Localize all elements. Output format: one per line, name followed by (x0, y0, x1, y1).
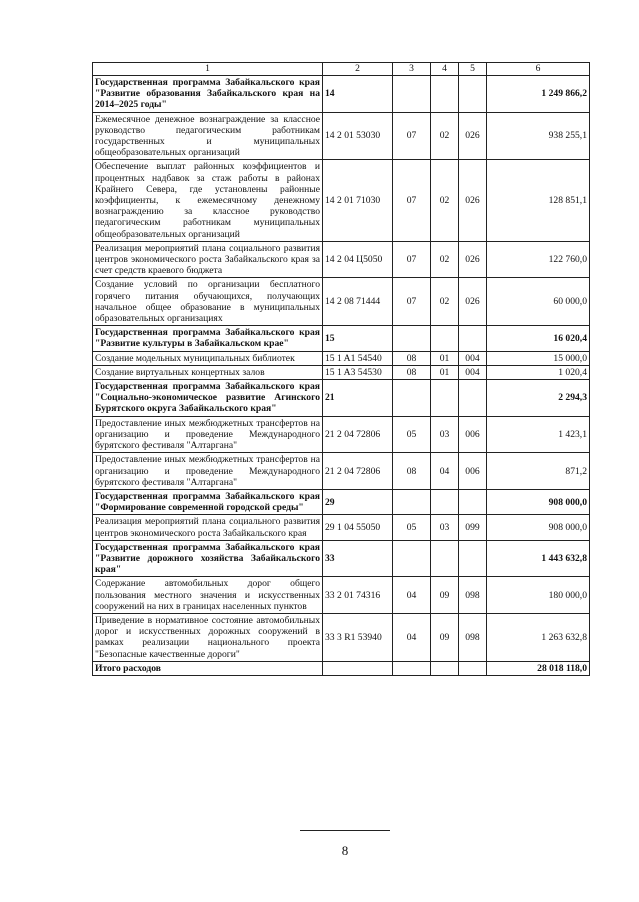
row-code: 29 1 04 55050 (323, 515, 393, 540)
row-code: 21 (323, 380, 393, 417)
row-name: Предоставление иных межбюджетных трансфертов на организацию и проведение Международного бурятского фестиваля "Алтаргана" (93, 453, 323, 490)
row-name: Государственная программа Забайкальского края "Развитие культуры в Забайкальском крае" (93, 326, 323, 351)
row-code: 29 (323, 489, 393, 514)
table-header-row (93, 63, 590, 76)
row-expense-type: 026 (459, 278, 487, 326)
page-number-rule (300, 830, 390, 831)
row-expense-type (459, 489, 487, 514)
row-expense-type: 006 (459, 453, 487, 490)
row-section (393, 380, 431, 417)
total-label: Итого расходов (93, 661, 323, 675)
item-row (93, 241, 590, 278)
row-expense-type: 006 (459, 416, 487, 453)
row-code: 33 (323, 540, 393, 577)
row-code: 14 (323, 76, 393, 113)
row-expense-type (459, 380, 487, 417)
row-name: Обеспечение выплат районных коэффициентов и процентных надбавок за стаж работы в районах Крайнего Севера, где установлены районные коэффициенты, к ежемесячному денежному вознаграждению за классное руководство педагогическим работникам муниципальных общеобразовательных организаций (93, 160, 323, 241)
row-expense-type: 004 (459, 351, 487, 365)
row-code: 33 3 R1 53940 (323, 613, 393, 661)
row-expense-type: 026 (459, 241, 487, 278)
row-subsection: 02 (431, 160, 459, 241)
row-amount: 871,2 (487, 453, 590, 490)
row-name: Создание условий по организации бесплатного горячего питания обучающихся, получающих начальное общее образование в муниципальных образовательных организациях (93, 278, 323, 326)
row-code: 14 2 04 Ц5050 (323, 241, 393, 278)
item-row (93, 160, 590, 241)
row-code: 21 2 04 72806 (323, 453, 393, 490)
row-subsection: 01 (431, 365, 459, 379)
row-section: 07 (393, 278, 431, 326)
row-amount: 122 760,0 (487, 241, 590, 278)
row-code: 33 2 01 74316 (323, 577, 393, 614)
column-header: 4 (431, 63, 459, 76)
row-section: 05 (393, 515, 431, 540)
row-subsection (431, 76, 459, 113)
row-subsection: 09 (431, 613, 459, 661)
column-header: 5 (459, 63, 487, 76)
row-amount: 1 443 632,8 (487, 540, 590, 577)
row-code: 21 2 04 72806 (323, 416, 393, 453)
row-section: 08 (393, 453, 431, 490)
row-amount: 908 000,0 (487, 489, 590, 514)
row-amount: 16 020,4 (487, 326, 590, 351)
total-empty-cell (431, 661, 459, 675)
row-amount: 1 423,1 (487, 416, 590, 453)
row-subsection: 01 (431, 351, 459, 365)
total-empty-cell (459, 661, 487, 675)
row-section (393, 540, 431, 577)
row-section: 04 (393, 613, 431, 661)
row-section: 07 (393, 160, 431, 241)
row-section (393, 326, 431, 351)
row-section: 05 (393, 416, 431, 453)
budget-table (92, 62, 590, 676)
row-code: 14 2 01 71030 (323, 160, 393, 241)
row-subsection: 02 (431, 112, 459, 160)
row-name: Государственная программа Забайкальского края "Социально-экономическое развитие Агинского Бурятского округа Забайкальского края" (93, 380, 323, 417)
row-code: 15 1 A3 54530 (323, 365, 393, 379)
program-row (93, 326, 590, 351)
row-code: 15 (323, 326, 393, 351)
row-expense-type: 004 (459, 365, 487, 379)
total-empty-cell (323, 661, 393, 675)
row-amount: 1 263 632,8 (487, 613, 590, 661)
row-section: 08 (393, 365, 431, 379)
row-section (393, 489, 431, 514)
row-name: Создание виртуальных концертных залов (93, 365, 323, 379)
program-row (93, 489, 590, 514)
column-header: 6 (487, 63, 590, 76)
row-name: Приведение в нормативное состояние автомобильных дорог и искусственных дорожных сооружений в рамках реализации национального проекта "Безопасные качественные дороги" (93, 613, 323, 661)
item-row (93, 365, 590, 379)
row-section (393, 76, 431, 113)
row-name: Государственная программа Забайкальского края "Развитие дорожного хозяйства Забайкальского края" (93, 540, 323, 577)
program-row (93, 540, 590, 577)
page-number: 8 (341, 843, 349, 858)
item-row (93, 112, 590, 160)
row-expense-type: 099 (459, 515, 487, 540)
item-row (93, 613, 590, 661)
row-amount: 1 249 866,2 (487, 76, 590, 113)
program-row (93, 76, 590, 113)
row-subsection: 04 (431, 453, 459, 490)
row-amount: 1 020,4 (487, 365, 590, 379)
column-header: 1 (93, 63, 323, 76)
item-row (93, 416, 590, 453)
row-name: Предоставление иных межбюджетных трансфертов на организацию и проведение Международного бурятского фестиваля "Алтаргана" (93, 416, 323, 453)
row-name: Ежемесячное денежное вознаграждение за классное руководство педагогическим работникам государственных и муниципальных общеобразовательных организаций (93, 112, 323, 160)
row-section: 04 (393, 577, 431, 614)
table-body (93, 76, 590, 662)
row-subsection: 02 (431, 278, 459, 326)
row-name: Государственная программа Забайкальского края "Развитие образования Забайкальского края на 2014–2025 годы" (93, 76, 323, 113)
row-name: Государственная программа Забайкальского края "Формирование современной городской среды" (93, 489, 323, 514)
row-name: Содержание автомобильных дорог общего пользования местного значения и искусственных сооружений на них в границах населенных пунктов (93, 577, 323, 614)
row-subsection (431, 326, 459, 351)
row-expense-type (459, 326, 487, 351)
item-row (93, 577, 590, 614)
item-row (93, 515, 590, 540)
row-expense-type (459, 540, 487, 577)
row-amount: 60 000,0 (487, 278, 590, 326)
row-section: 07 (393, 241, 431, 278)
row-amount: 180 000,0 (487, 577, 590, 614)
item-row (93, 453, 590, 490)
item-row (93, 278, 590, 326)
item-row (93, 351, 590, 365)
column-header: 2 (323, 63, 393, 76)
row-subsection (431, 380, 459, 417)
row-subsection (431, 540, 459, 577)
row-expense-type (459, 76, 487, 113)
row-section: 08 (393, 351, 431, 365)
row-subsection: 03 (431, 416, 459, 453)
row-amount: 128 851,1 (487, 160, 590, 241)
row-subsection: 02 (431, 241, 459, 278)
row-subsection (431, 489, 459, 514)
row-name: Реализация мероприятий плана социального развития центров экономического роста Забайкальского края (93, 515, 323, 540)
row-expense-type: 098 (459, 577, 487, 614)
row-code: 15 1 A1 54540 (323, 351, 393, 365)
row-amount: 908 000,0 (487, 515, 590, 540)
row-amount: 15 000,0 (487, 351, 590, 365)
program-row (93, 380, 590, 417)
row-expense-type: 026 (459, 160, 487, 241)
row-section: 07 (393, 112, 431, 160)
row-name: Реализация мероприятий плана социального развития центров экономического роста Забайкальского края за счет средств краевого бюджета (93, 241, 323, 278)
row-subsection: 09 (431, 577, 459, 614)
column-header: 3 (393, 63, 431, 76)
row-expense-type: 026 (459, 112, 487, 160)
row-name: Создание модельных муниципальных библиотек (93, 351, 323, 365)
total-amount: 28 018 118,0 (487, 661, 590, 675)
row-code: 14 2 01 53030 (323, 112, 393, 160)
total-empty-cell (393, 661, 431, 675)
row-code: 14 2 08 71444 (323, 278, 393, 326)
row-expense-type: 098 (459, 613, 487, 661)
row-amount: 938 255,1 (487, 112, 590, 160)
row-subsection: 03 (431, 515, 459, 540)
row-amount: 2 294,3 (487, 380, 590, 417)
total-row (93, 661, 590, 675)
